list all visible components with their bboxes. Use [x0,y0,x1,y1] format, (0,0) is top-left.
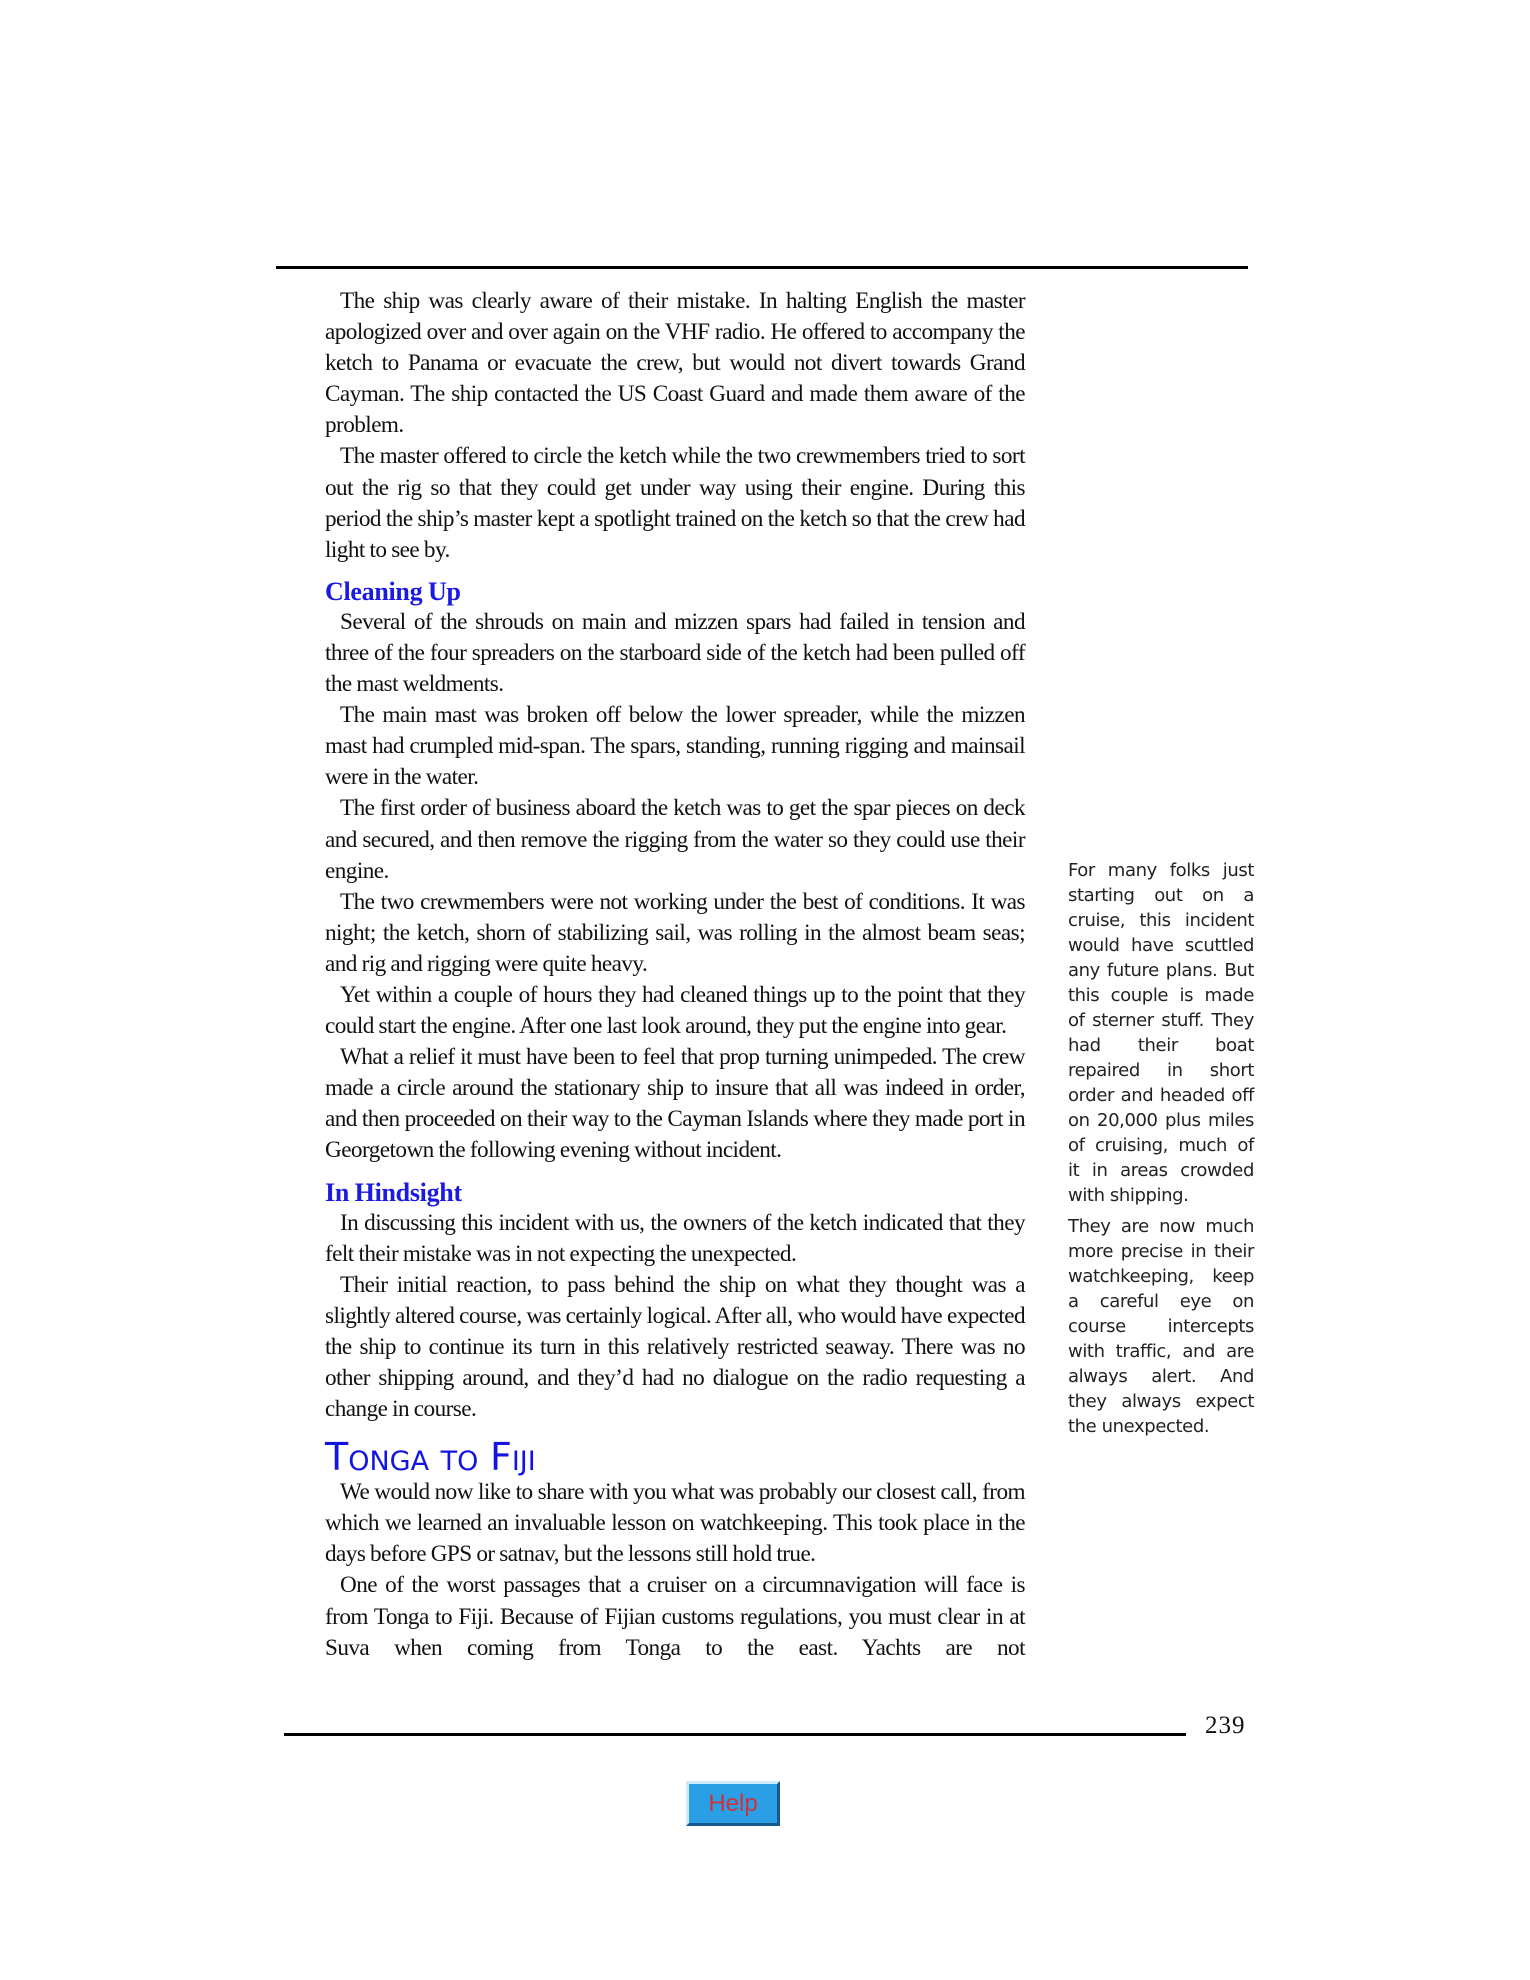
body-paragraph: What a relief it must have been to feel that prop turning unimpeded. The crew made a circle around the stationary ship to insure that all was indeed in order, and then proceeded on their way to the Cayman Islands where they made port in Georgetown the following evening without incident. [325,1044,1025,1164]
sidebar-paragraph: They are now much more precise in their watchkeeping, keep a careful eye on course intercepts with traffic, and are always alert. And they always expect the unexpected. [1068,1216,1254,1437]
main-text-column [325,286,1025,1664]
help-button[interactable]: Help [686,1781,780,1826]
chapter-heading-tonga-to-fiji: Tonga to Fiji [325,1435,536,1480]
body-paragraph: Several of the shrouds on main and mizzen spars had failed in tension and three of the four spreaders on the starboard side of the ketch had been pulled off the mast weldments. [325,608,1025,698]
page-number: 239 [1205,1712,1246,1739]
sidebar-note [1068,858,1254,1439]
top-rule [276,266,1248,269]
section-heading-in-hindsight: In Hindsight [325,1177,462,1207]
body-paragraph: One of the worst passages that a cruiser on a circumnavigation will face is from Tonga to Fiji. Because of Fijian customs regulations, you must clear in at Suva when coming from Tonga to the east. Yachts are not [325,1572,1025,1661]
sidebar-paragraph: For many folks just starting out on a cruise, this incident would have scuttled any future plans. But this couple is made of sterner stuff. They had their boat repaired in short order and headed off on 20,000 plus miles of cruising, much of it in areas crowded with shipping. [1068,860,1254,1206]
body-paragraph: In discussing this incident with us, the owners of the ketch indicated that they felt their mistake was in not expecting the unexpected. [325,1209,1025,1267]
body-paragraph: The master offered to circle the ketch while the two crewmembers tried to sort out the rig so that they could get under way using their engine. During this period the ship’s master kept a spotlight trained on the ketch so that the crew had light to see by. [325,443,1025,563]
body-paragraph: We would now like to share with you what was probably our closest call, from which we learned an invaluable lesson on watchkeeping. This took place in the days before GPS or satnav, but the lessons still hold true. [325,1479,1025,1568]
body-paragraph: Yet within a couple of hours they had cleaned things up to the point that they could start the engine. After one last look around, they put the engine into gear. [325,981,1025,1040]
body-paragraph: The main mast was broken off below the lower spreader, while the mizzen mast had crumpled mid-span. The spars, standing, running rigging and mainsail were in the water. [325,702,1025,791]
body-paragraph: The first order of business aboard the ketch was to get the spar pieces on deck and secured, and then remove the rigging from the water so they could use their engine. [325,795,1025,884]
bottom-rule [284,1733,1186,1736]
body-paragraph: Their initial reaction, to pass behind the ship on what they thought was a slightly altered course, was certainly logical. After all, who would have expected the ship to continue its turn in this relatively restricted seaway. There was no other shipping around, and they’d had no dialogue on the radio requesting a change in course. [325,1271,1025,1423]
body-paragraph: The two crewmembers were not working under the best of conditions. It was night; the ketch, shorn of stabilizing sail, was rolling in the almost beam seas; and rig and rigging were quite heavy. [325,888,1025,977]
body-paragraph: The ship was clearly aware of their mistake. In halting English the master apologized over and over again on the VHF radio. He offered to accompany the ketch to Panama or evacuate the crew, but would not divert towards Grand Cayman. The ship contacted the US Coast Guard and made them aware of the problem. [325,288,1025,439]
section-heading-cleaning-up: Cleaning Up [325,576,461,606]
